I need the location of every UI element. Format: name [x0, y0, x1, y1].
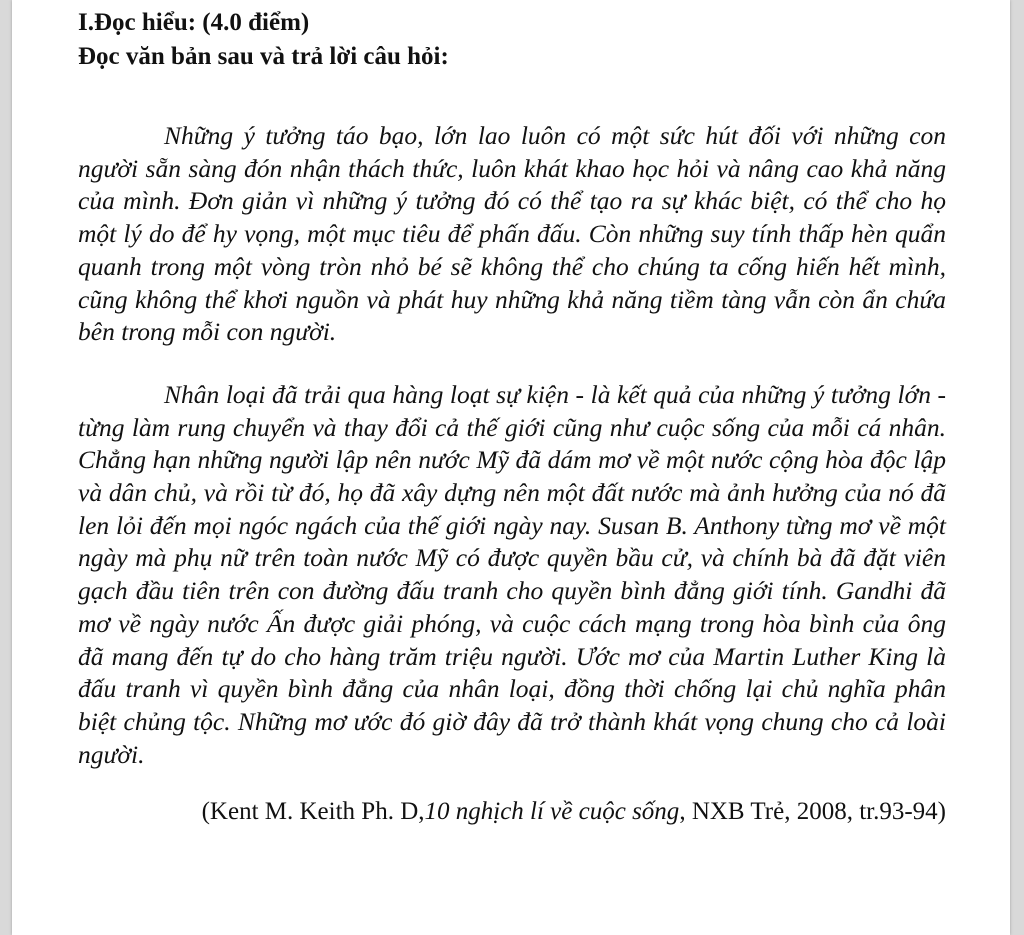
passage-paragraph-2: Nhân loại đã trải qua hàng loạt sự kiện - là kết quả của những ý tưởng lớn - từng làm rung chuyển và thay đổi cả thế giới cũng như cuộc sống của mỗi cá nhân. Chẳng hạn những người lập nên nước Mỹ đã dám mơ về một nước cộng hòa độc lập và dân chủ, và rồi từ đó, họ đã xây dựng nên một đất nước mà ảnh hưởng của nó đã len lỏi đến mọi ngóc ngách của thế giới ngày nay. Susan B. Anthony từng mơ về một ngày mà phụ nữ trên toàn nước Mỹ có được quyền bầu cử, và chính bà đã đặt viên gạch đầu tiên trên con đường đấu tranh cho quyền bình đẳng giới tính. Gandhi đã mơ về ngày nước Ấn được giải phóng, và cuộc cách mạng trong hòa bình của ông đã mang đến tự do cho hàng trăm triệu người. Ước mơ của Martin Luther King là đấu tranh vì quyền bình đẳng của nhân loại, đồng thời chống lại chủ nghĩa phân biệt chủng tộc. Những mơ ước đó giờ đây đã trở thành khát vọng chung cho cả loài người.: [78, 379, 946, 769]
source-citation: [78, 795, 946, 829]
document-page: [12, 0, 1010, 935]
citation-author: Kent M. Keith Ph. D,: [209, 798, 425, 826]
citation-publisher: , NXB Trẻ, 2008, tr.93-94): [679, 798, 946, 826]
section-heading: I.Đọc hiểu: (4.0 điểm): [78, 9, 310, 36]
citation-open: (: [201, 798, 210, 826]
reading-instruction: Đọc văn bản sau và trả lời câu hỏi:: [78, 43, 449, 70]
passage-paragraph-1: Những ý tưởng táo bạo, lớn lao luôn có một sức hút đối với những con người sẵn sàng đón nhận thách thức, luôn khát khao học hỏi và nâng cao khả năng của mình. Đơn giản vì những ý tưởng đó có thể tạo ra sự khác biệt, có thể cho họ một lý do để hy vọng, một mục tiêu để phấn đấu. Còn những suy tính thấp hèn quẩn quanh trong một vòng tròn nhỏ bé sẽ không thể cho chúng ta cống hiến hết mình, cũng không thể khơi nguồn và phát huy những khả năng tiềm tàng vẫn còn ẩn chứa bên trong mỗi con người.: [78, 121, 946, 347]
document-content: [78, 6, 946, 854]
citation-book-title: 10 nghịch lí về cuộc sống: [424, 798, 680, 826]
